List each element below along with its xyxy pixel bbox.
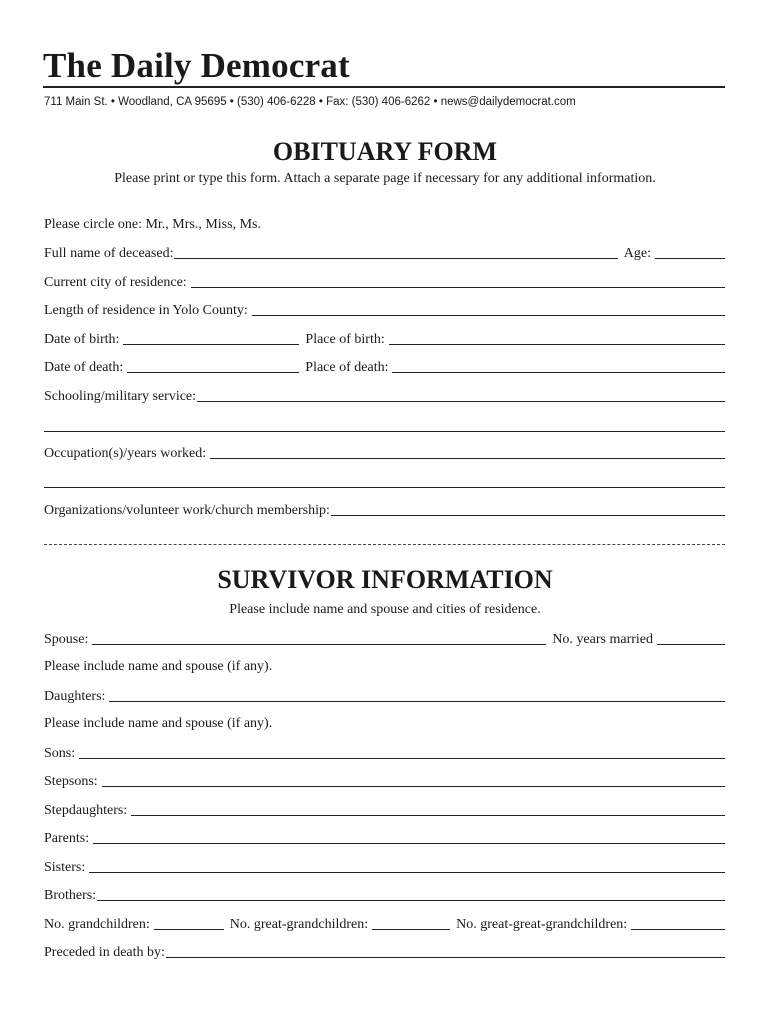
parents-label: Parents:: [44, 831, 90, 846]
years-married-field[interactable]: [657, 644, 725, 645]
place-of-birth-label: Place of birth:: [305, 332, 385, 347]
brothers-field[interactable]: [97, 900, 725, 901]
sons-field[interactable]: [79, 758, 725, 759]
brothers-row: [44, 884, 725, 904]
contact-line: 711 Main St. • Woodland, CA 95695 • (530) 406-6228 • Fax: (530) 406-6262 • news@dailydemocrat.com: [44, 96, 576, 108]
daughters-note: Please include name and spouse (if any).: [44, 659, 273, 674]
great-grandchildren-label: No. great-grandchildren:: [229, 917, 369, 932]
stepsons-row: [44, 770, 725, 790]
date-of-birth-field[interactable]: [123, 344, 299, 345]
age-field[interactable]: [655, 258, 725, 259]
occupation-field[interactable]: [210, 458, 725, 459]
organizations-row: [44, 499, 725, 519]
schooling-extra-line[interactable]: [44, 431, 725, 432]
daughters-label: Daughters:: [44, 689, 106, 704]
occupation-extra-line[interactable]: [44, 487, 725, 488]
stepsons-field[interactable]: [102, 786, 725, 787]
survivor-instructions: Please include name and spouse and cities of residence.: [229, 602, 541, 617]
daughters-field[interactable]: [109, 701, 725, 702]
date-of-birth-label: Date of birth:: [44, 332, 120, 347]
spouse-label: Spouse:: [44, 632, 89, 647]
length-of-residence-field[interactable]: [252, 315, 725, 316]
city-row: [44, 271, 725, 291]
sons-note: Please include name and spouse (if any).: [44, 716, 273, 731]
parents-row: [44, 827, 725, 847]
place-of-death-field[interactable]: [392, 372, 725, 373]
daughters-row: [44, 685, 725, 705]
stepdaughters-label: Stepdaughters:: [44, 803, 128, 818]
preceded-label: Preceded in death by:: [44, 945, 165, 960]
masthead-rule: [43, 86, 725, 88]
schooling-label: Schooling/military service:: [44, 389, 197, 404]
title-circle-option: Please circle one: Mr., Mrs., Miss, Ms.: [44, 217, 261, 232]
sons-row: [44, 742, 725, 762]
grandchildren-row: [44, 913, 725, 933]
age-label: Age:: [623, 246, 651, 261]
stepsons-label: Stepsons:: [44, 774, 98, 789]
brothers-label: Brothers:: [44, 888, 97, 903]
organizations-extra-line[interactable]: [44, 544, 725, 545]
great-great-grandchildren-label: No. great-great-grandchildren:: [456, 917, 628, 932]
place-of-death-label: Place of death:: [305, 360, 389, 375]
sons-label: Sons:: [44, 746, 76, 761]
schooling-field[interactable]: [197, 401, 725, 402]
grandchildren-label: No. grandchildren:: [44, 917, 150, 932]
full-name-field[interactable]: [174, 258, 617, 259]
sisters-field[interactable]: [89, 872, 725, 873]
spouse-field[interactable]: [92, 644, 546, 645]
full-name-row: [44, 242, 725, 262]
organizations-label: Organizations/volunteer work/church membership:: [44, 503, 330, 518]
newspaper-title: The Daily Democrat: [43, 46, 350, 85]
obituary-instructions: Please print or type this form. Attach a separate page if necessary for any additional information.: [114, 171, 656, 186]
great-great-grandchildren-field[interactable]: [631, 929, 725, 930]
birth-row: [44, 328, 725, 348]
obituary-form-title: OBITUARY FORM: [272, 137, 498, 166]
date-of-death-label: Date of death:: [44, 360, 124, 375]
date-of-death-field[interactable]: [127, 372, 299, 373]
great-grandchildren-field[interactable]: [372, 929, 450, 930]
death-row: [44, 356, 725, 376]
parents-field[interactable]: [93, 843, 725, 844]
years-married-label: No. years married: [552, 632, 653, 647]
place-of-birth-field[interactable]: [389, 344, 725, 345]
occupation-label: Occupation(s)/years worked:: [44, 446, 207, 461]
organizations-field[interactable]: [331, 515, 725, 516]
sisters-row: [44, 856, 725, 876]
occupation-row: [44, 442, 725, 462]
city-field[interactable]: [191, 287, 725, 288]
city-label: Current city of residence:: [44, 275, 187, 290]
schooling-row: [44, 385, 725, 405]
stepdaughters-row: [44, 799, 725, 819]
stepdaughters-field[interactable]: [131, 815, 725, 816]
preceded-row: [44, 941, 725, 961]
spouse-row: [44, 628, 725, 648]
length-of-residence-label: Length of residence in Yolo County:: [44, 303, 248, 318]
survivor-information-title: SURVIVOR INFORMATION: [217, 565, 553, 594]
grandchildren-field[interactable]: [154, 929, 224, 930]
full-name-label: Full name of deceased:: [44, 246, 174, 261]
length-of-residence-row: [44, 299, 725, 319]
preceded-field[interactable]: [166, 957, 725, 958]
sisters-label: Sisters:: [44, 860, 86, 875]
